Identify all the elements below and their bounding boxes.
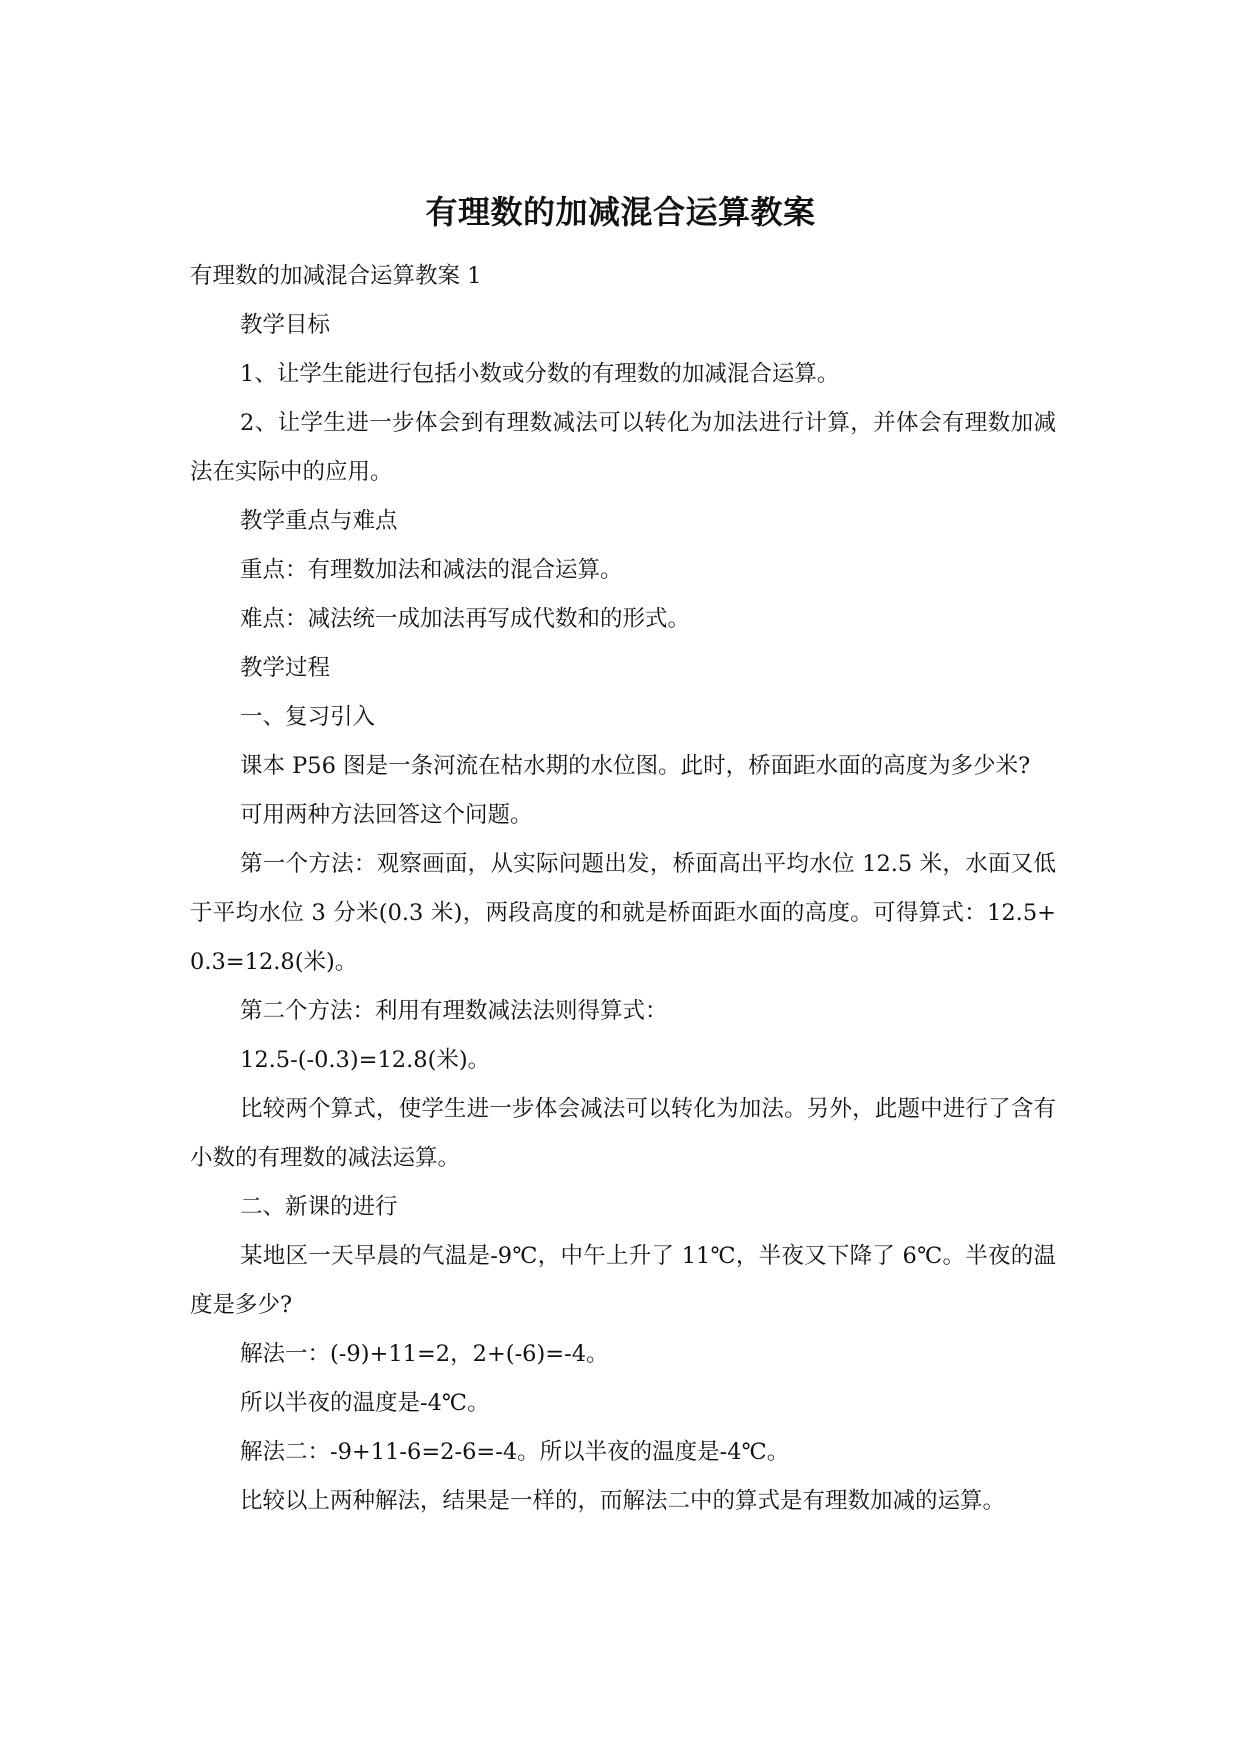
paragraph-new-lesson-heading: 二、新课的进行 (240, 1194, 398, 1220)
paragraph-key-points-heading: 教学重点与难点 (240, 508, 398, 534)
paragraph-method-2: 第二个方法：利用有理数减法法则得算式： (240, 998, 668, 1024)
document-title: 有理数的加减混合运算教案 (425, 193, 816, 231)
paragraph-goal-1: 1、让学生能进行包括小数或分数的有理数的加减混合运算。 (240, 361, 840, 387)
document-body (190, 252, 1056, 1526)
paragraph-compare-formulas: 比较两个算式，使学生进一步体会减法可以转化为加法。另外，此题中进行了含有小数的有理数的减法运算。 (190, 1096, 1056, 1171)
paragraph-two-methods: 可用两种方法回答这个问题。 (240, 802, 533, 828)
paragraph-key-point: 重点：有理数加法和减法的混合运算。 (240, 557, 623, 583)
paragraph-river-question: 课本 P56 图是一条河流在枯水期的水位图。此时，桥面距水面的高度为多少米? (240, 753, 1031, 779)
paragraph-teaching-goals-heading: 教学目标 (240, 312, 331, 338)
paragraph-process-heading: 教学过程 (240, 655, 331, 681)
paragraph-temperature-question: 某地区一天早晨的气温是-9℃，中午上升了 11℃，半夜又下降了 6℃。半夜的温度是多少? (190, 1243, 1056, 1318)
paragraph-review-heading: 一、复习引入 (240, 704, 376, 730)
paragraph-solution-2: 解法二：-9+11-6=2-6=-4。所以半夜的温度是-4℃。 (240, 1439, 790, 1465)
paragraph-difficult-point: 难点：减法统一成加法再写成代数和的形式。 (240, 606, 691, 632)
paragraph-lesson-heading: 有理数的加减混合运算教案 1 (190, 263, 482, 289)
paragraph-goal-2: 2、让学生进一步体会到有理数减法可以转化为加法进行计算，并体会有理数加减法在实际中的应用。 (190, 410, 1056, 485)
paragraph-method-1: 第一个方法：观察画面，从实际问题出发，桥面高出平均水位 12.5 米，水面又低于平均水位 3 分米(0.3 米)，两段高度的和就是桥面距水面的高度。可得算式：12.5+0.3=12.8(米)。 (190, 851, 1056, 975)
paragraph-compare-solutions: 比较以上两种解法，结果是一样的，而解法二中的算式是有理数加减的运算。 (240, 1488, 1006, 1514)
paragraph-solution-1: 解法一：(-9)+11=2，2+(-6)=-4。 (240, 1341, 609, 1367)
paragraph-method-2-formula: 12.5-(-0.3)=12.8(米)。 (240, 1047, 491, 1073)
paragraph-solution-1-result: 所以半夜的温度是-4℃。 (240, 1390, 490, 1416)
